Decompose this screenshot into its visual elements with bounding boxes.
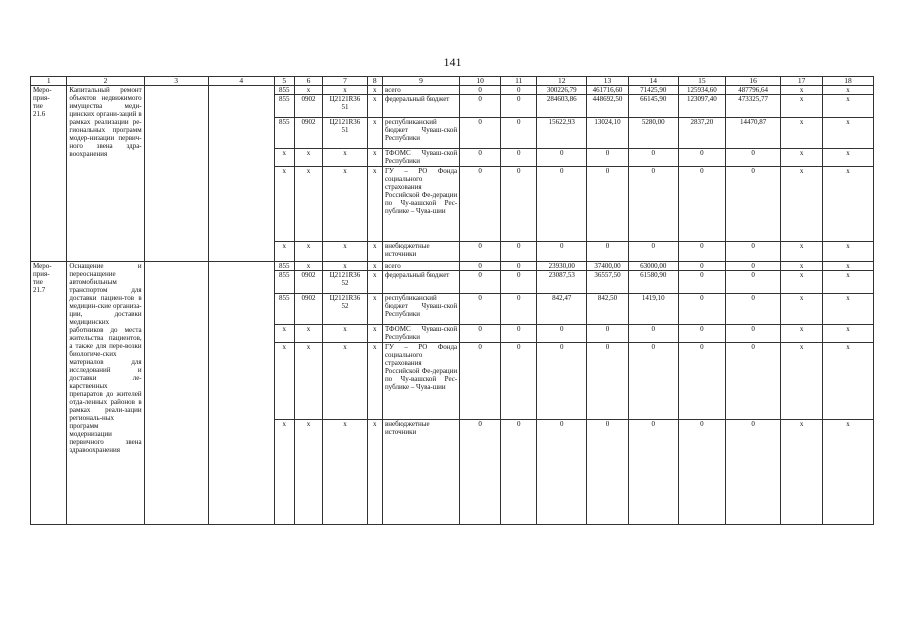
cell-c7: x (323, 149, 367, 167)
cell-c6: x (294, 149, 323, 167)
cell-c8: x (367, 86, 382, 95)
cell-c12: 15622,93 (537, 118, 587, 149)
cell-c14: 66145,90 (628, 95, 678, 118)
cell-c13: 0 (587, 167, 629, 242)
cell-c16: 14470,87 (726, 118, 781, 149)
cell-c15: 123097,40 (678, 95, 725, 118)
cell-c15: 0 (678, 294, 725, 325)
cell-c18: x (823, 262, 874, 271)
cell-c16: 473325,77 (726, 95, 781, 118)
cell-c6: x (294, 420, 323, 525)
event-name-cell: Оснащение и переоснащение автомобильным транспортом для доставки пациен-тов в медицин-ские организа-ции, доставки медицинских работников до места жительства пациентов, а также для пере-возки биологиче-ских материалов для исследований и доставки ле-карственных препаратов до жителей отда-ленных районов в рамках реали-зации региональ-ных программ модернизации первичного звена здравоохранения (67, 262, 144, 525)
cell-c15: 0 (678, 325, 725, 343)
cell-c10: 0 (460, 271, 501, 294)
cell-c9: внебюджетные источники (382, 420, 459, 525)
event-name-cell: Капитальный ремонт объектов недвижимого имущества меди-цинских органи-заций в рамках реализации ре-гиональных программ модер-низации первич-ного звена здра-воохранения (67, 86, 144, 262)
cell-c5: x (274, 343, 294, 420)
cell-c5: x (274, 242, 294, 262)
cell-c7: x (323, 167, 367, 242)
cell-c8: x (367, 167, 382, 242)
cell-c14: 0 (628, 343, 678, 420)
cell-c15: 0 (678, 167, 725, 242)
column-number-cell: 8 (367, 77, 382, 86)
cell-c10: 0 (460, 118, 501, 149)
table-row (31, 86, 874, 95)
cell-c14: 0 (628, 242, 678, 262)
cell-c16: 0 (726, 294, 781, 325)
cell-c6: 0902 (294, 294, 323, 325)
cell-c11: 0 (500, 325, 536, 343)
cell-c9: федеральный бюджет (382, 95, 459, 118)
cell-c10: 0 (460, 294, 501, 325)
cell-c11: 0 (500, 242, 536, 262)
cell-c11: 0 (500, 86, 536, 95)
cell-c8: x (367, 149, 382, 167)
cell-c5: 855 (274, 262, 294, 271)
cell-c8: x (367, 242, 382, 262)
cell-c9: всего (382, 86, 459, 95)
cell-c6: x (294, 262, 323, 271)
column-number-cell: 9 (382, 77, 459, 86)
cell-c10: 0 (460, 420, 501, 525)
cell-c15: 0 (678, 420, 725, 525)
cell-c7: x (323, 343, 367, 420)
cell-c11: 0 (500, 118, 536, 149)
cell-c17: x (781, 167, 823, 242)
cell-c16: 0 (726, 262, 781, 271)
cell-c8: x (367, 325, 382, 343)
cell-c6: x (294, 242, 323, 262)
column-number-cell: 1 (31, 77, 67, 86)
cell-c15: 2837,20 (678, 118, 725, 149)
cell-c18: x (823, 167, 874, 242)
cell-c7: x (323, 325, 367, 343)
event-number-cell: Меро- прия- тие 21.7 (31, 262, 67, 525)
cell-c6: x (294, 167, 323, 242)
cell-c13: 0 (587, 343, 629, 420)
cell-c7: Ц2121R36 52 (323, 271, 367, 294)
column-number-cell: 15 (678, 77, 725, 86)
cell-c14: 0 (628, 420, 678, 525)
cell-c5: 855 (274, 118, 294, 149)
cell-c7: Ц2121R36 52 (323, 294, 367, 325)
cell-c8: x (367, 294, 382, 325)
cell-c8: x (367, 118, 382, 149)
cell-c9: республиканский бюджет Чуваш-ской Республики (382, 118, 459, 149)
cell-c10: 0 (460, 325, 501, 343)
cell-c15: 0 (678, 149, 725, 167)
cell-c18: x (823, 149, 874, 167)
cell-c16: 487796,64 (726, 86, 781, 95)
cell-c5: x (274, 167, 294, 242)
cell-c13: 448692,50 (587, 95, 629, 118)
cell-c10: 0 (460, 242, 501, 262)
empty-cell (144, 86, 208, 262)
cell-c14: 1419,10 (628, 294, 678, 325)
table-row (31, 262, 874, 271)
cell-c11: 0 (500, 167, 536, 242)
cell-c17: x (781, 294, 823, 325)
cell-c7: x (323, 420, 367, 525)
cell-c18: x (823, 325, 874, 343)
cell-c15: 0 (678, 242, 725, 262)
cell-c12: 0 (537, 343, 587, 420)
cell-c13: 37400,00 (587, 262, 629, 271)
cell-c14: 63000,00 (628, 262, 678, 271)
cell-c12: 23930,00 (537, 262, 587, 271)
column-number-cell: 13 (587, 77, 629, 86)
column-number-cell: 17 (781, 77, 823, 86)
cell-c17: x (781, 343, 823, 420)
event-number-cell: Меро- прия- тие 21.6 (31, 86, 67, 262)
column-number-cell: 11 (500, 77, 536, 86)
cell-c6: x (294, 325, 323, 343)
cell-c16: 0 (726, 343, 781, 420)
cell-c8: x (367, 262, 382, 271)
column-number-cell: 6 (294, 77, 323, 86)
cell-c6: x (294, 86, 323, 95)
cell-c10: 0 (460, 149, 501, 167)
cell-c16: 0 (726, 149, 781, 167)
cell-c8: x (367, 95, 382, 118)
cell-c14: 0 (628, 167, 678, 242)
cell-c12: 284603,86 (537, 95, 587, 118)
cell-c18: x (823, 95, 874, 118)
cell-c16: 0 (726, 271, 781, 294)
cell-c13: 13024,10 (587, 118, 629, 149)
cell-c9: республиканский бюджет Чуваш-ской Республики (382, 294, 459, 325)
cell-c12: 0 (537, 149, 587, 167)
column-number-cell: 14 (628, 77, 678, 86)
cell-c14: 0 (628, 325, 678, 343)
cell-c9: всего (382, 262, 459, 271)
column-number-cell: 2 (67, 77, 144, 86)
cell-c6: 0902 (294, 271, 323, 294)
cell-c11: 0 (500, 271, 536, 294)
cell-c12: 0 (537, 420, 587, 525)
cell-c13: 461716,60 (587, 86, 629, 95)
column-number-cell: 3 (144, 77, 208, 86)
cell-c17: x (781, 242, 823, 262)
cell-c17: x (781, 262, 823, 271)
cell-c6: 0902 (294, 118, 323, 149)
cell-c13: 0 (587, 149, 629, 167)
cell-c5: x (274, 149, 294, 167)
cell-c15: 0 (678, 262, 725, 271)
column-number-cell: 4 (208, 77, 274, 86)
cell-c7: x (323, 262, 367, 271)
cell-c14: 71425,90 (628, 86, 678, 95)
cell-c18: x (823, 271, 874, 294)
cell-c12: 23087,53 (537, 271, 587, 294)
cell-c12: 842,47 (537, 294, 587, 325)
cell-c12: 300226,79 (537, 86, 587, 95)
cell-c12: 0 (537, 167, 587, 242)
cell-c10: 0 (460, 95, 501, 118)
cell-c9: ГУ – РО Фонда социального страхования Российской Фе-дерации по Чу-вашской Рес-публике – Чува-шии (382, 343, 459, 420)
cell-c15: 0 (678, 343, 725, 420)
column-number-row (31, 77, 874, 86)
cell-c12: 0 (537, 242, 587, 262)
cell-c13: 842,50 (587, 294, 629, 325)
cell-c17: x (781, 86, 823, 95)
cell-c9: внебюджетные источники (382, 242, 459, 262)
cell-c18: x (823, 242, 874, 262)
cell-c6: x (294, 343, 323, 420)
cell-c11: 0 (500, 420, 536, 525)
cell-c15: 0 (678, 271, 725, 294)
cell-c8: x (367, 271, 382, 294)
cell-c8: x (367, 343, 382, 420)
cell-c17: x (781, 325, 823, 343)
cell-c17: x (781, 95, 823, 118)
cell-c11: 0 (500, 294, 536, 325)
cell-c18: x (823, 343, 874, 420)
cell-c10: 0 (460, 262, 501, 271)
cell-c10: 0 (460, 86, 501, 95)
column-number-cell: 18 (823, 77, 874, 86)
empty-cell (144, 262, 208, 525)
cell-c16: 0 (726, 420, 781, 525)
cell-c11: 0 (500, 95, 536, 118)
cell-c15: 125934,60 (678, 86, 725, 95)
column-number-cell: 10 (460, 77, 501, 86)
cell-c9: федеральный бюджет (382, 271, 459, 294)
column-number-cell: 12 (537, 77, 587, 86)
cell-c14: 5280,00 (628, 118, 678, 149)
cell-c9: ТФОМС Чуваш-ской Республики (382, 325, 459, 343)
cell-c16: 0 (726, 325, 781, 343)
cell-c11: 0 (500, 262, 536, 271)
cell-c18: x (823, 86, 874, 95)
budget-table (30, 76, 874, 525)
cell-c8: x (367, 420, 382, 525)
cell-c5: 855 (274, 271, 294, 294)
cell-c10: 0 (460, 167, 501, 242)
cell-c13: 36557,50 (587, 271, 629, 294)
empty-cell (208, 86, 274, 262)
cell-c5: 855 (274, 95, 294, 118)
cell-c12: 0 (537, 325, 587, 343)
cell-c11: 0 (500, 149, 536, 167)
cell-c5: x (274, 325, 294, 343)
cell-c7: x (323, 86, 367, 95)
column-number-cell: 5 (274, 77, 294, 86)
cell-c5: x (274, 420, 294, 525)
cell-c18: x (823, 118, 874, 149)
cell-c9: ТФОМС Чуваш-ской Республики (382, 149, 459, 167)
cell-c16: 0 (726, 242, 781, 262)
cell-c16: 0 (726, 167, 781, 242)
cell-c18: x (823, 420, 874, 525)
page-number: 141 (443, 55, 462, 69)
cell-c7: x (323, 242, 367, 262)
cell-c9: ГУ – РО Фонда социального страхования Российской Фе-дерации по Чу-вашской Рес-публике – Чува-шии (382, 167, 459, 242)
cell-c5: 855 (274, 86, 294, 95)
cell-c7: Ц2121R36 51 (323, 118, 367, 149)
cell-c5: 855 (274, 294, 294, 325)
cell-c6: 0902 (294, 95, 323, 118)
cell-c11: 0 (500, 343, 536, 420)
cell-c13: 0 (587, 325, 629, 343)
cell-c18: x (823, 294, 874, 325)
column-number-cell: 7 (323, 77, 367, 86)
cell-c13: 0 (587, 420, 629, 525)
cell-c17: x (781, 149, 823, 167)
empty-cell (208, 262, 274, 525)
cell-c17: x (781, 118, 823, 149)
column-number-cell: 16 (726, 77, 781, 86)
cell-c7: Ц2121R36 51 (323, 95, 367, 118)
cell-c14: 0 (628, 149, 678, 167)
cell-c13: 0 (587, 242, 629, 262)
cell-c14: 61580,90 (628, 271, 678, 294)
cell-c10: 0 (460, 343, 501, 420)
cell-c17: x (781, 271, 823, 294)
cell-c17: x (781, 420, 823, 525)
